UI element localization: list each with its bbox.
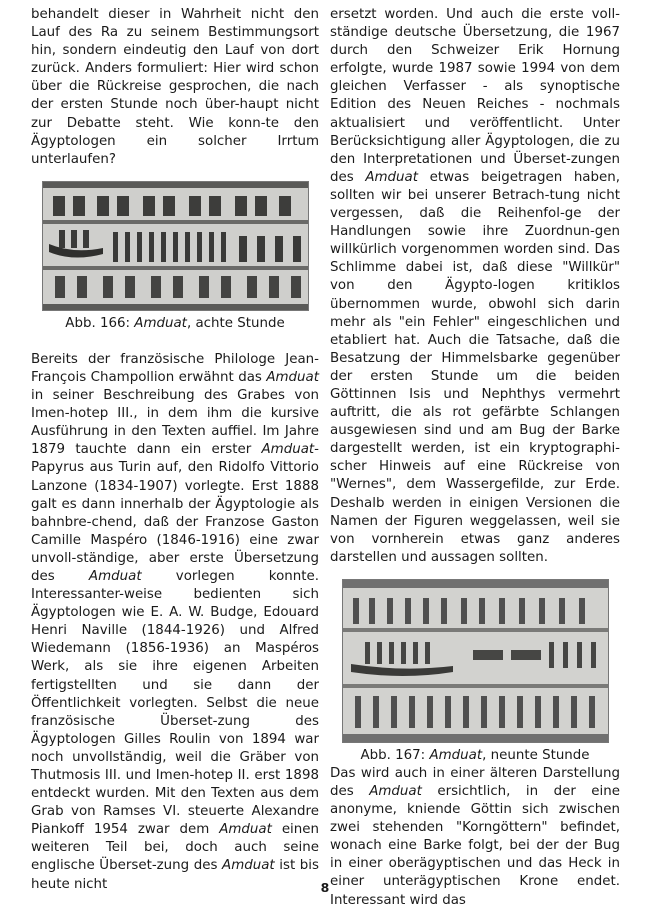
italic-run: Amduat: [88, 568, 142, 584]
italic-run: Amduat: [365, 169, 418, 185]
italic-run: Amduat: [219, 822, 272, 838]
caption-italic: Amduat: [429, 747, 483, 763]
intro-paragraph: behandelt dieser in Wahrheit nicht den Lauf des Ra zu seinem Bestimmungsort hin, sondern eindeutig den Lauf von dort zurück. Anders formuliert: Hier wird schon über die Rückreise gesprochen, die nach der ersten Stunde noch über-haupt nicht zur Debatte steht. Wie konn-te den Ägyptologen ein solcher Irrtum unterlaufen?: [31, 7, 319, 167]
amduat-eighth-hour-image: [42, 181, 309, 311]
page-number: 8: [320, 880, 330, 895]
right-column: [330, 6, 620, 910]
figure-167-caption: [330, 747, 620, 765]
text-run: Das wird auch in einer älteren Darstellung des: [330, 765, 620, 799]
italic-run: Amduat: [266, 369, 319, 385]
figure-166: [31, 181, 319, 333]
translation-paragraph: [330, 6, 620, 567]
text-run: ersetzt worden. Und auch die erste voll-ständige deutsche Übersetzung, die 1967 durch den Schweizer Erik Hornung erfolgte, wurde 1987 sowie 1994 von dem gleichen Verfasser - als synoptische Edition des Neuen Reiches - nochmals aktualisiert und veröffentlicht. Unter Berücksichtigung aller Ägyptologen, die zu den Interpretationen und Überset-zungen des: [330, 7, 620, 185]
caption-suffix: , neunte Stunde: [482, 747, 590, 763]
text-run: Bereits der französische Philologe Jean-François Champollion erwähnt das: [31, 351, 319, 385]
text-run: ist bis heute nicht: [31, 858, 319, 892]
text-run: einen weiteren Teil bei, doch auch seine englische Überset-zung des: [31, 822, 319, 874]
caption-prefix: Abb. 167:: [360, 747, 430, 763]
caption-prefix: Abb. 166:: [65, 315, 135, 331]
caption-italic: Amduat: [134, 315, 187, 331]
history-paragraph: [31, 351, 319, 894]
text-run: in seiner Beschreibung des Grabes von Imen-hotep III., in dem ihm die kursive Ausführung in den Texten auffiel. Im Jahre 1879 tauchte dann ein erster: [31, 388, 319, 458]
text-run: ersichtlich, in der eine anonyme, kniende Göttin sich zwischen zwei stehenden "Korngöttern" befindet, wonach eine Barke folgt, bei der der Bug in einer oberägyptischen und das Heck in einer unterägyptischen Krone endet. Interessant wird das: [330, 784, 620, 908]
figure-166-caption: [31, 315, 319, 333]
amduat-ninth-hour-image: [342, 579, 609, 743]
figure-167: [330, 579, 620, 765]
text-run: etwas beigetragen haben, sollten wir bei unserer Betrach-tung nicht vergessen, daß die Reihenfol-ge der Handlungen sowie ihre Zuordnun-gen willkürlich vorgenommen worden sind. Das Schlimme dabei ist, daß diese "Willkür" von den Ägypto-logen kritiklos übernommen wurde, obwohl sich darin mehr als "ein Fehler" eingeschlichen und etabliert hat. Auch die Tatsache, daß die Besatzung der Himmelsbarke gegenüber der ersten Stunde um die beiden Göttinnen Isis und Nephthys vermehrt auftritt, die als rot gefärbte Schlangen ausgewiesen sind und am Bug der Barke dargestellt werden, ist ein kryptographi-scher Hinweis auf eine Rückreise von "Wernes", dem Wassergefilde, zur Erde. Deshalb werden in einigen Versionen die Namen der Figuren weggelassen, weil sie von vornherein etwas ganz anderes darstellen und aussagen sollten.: [330, 169, 620, 565]
caption-suffix: , achte Stunde: [186, 315, 285, 331]
text-run: -Papyrus aus Turin auf, den Ridolfo Vittorio Lanzone (1834-1907) vorlegte. Erst 1888 galt es dann innerhalb der Ägyptologie als bahnbre-chend, daß der Franzose Gaston Camille Maspéro (1846-1916) eine zwar unvoll-ständige, aber erste Übersetzung des: [31, 442, 319, 584]
italic-run: Amduat: [222, 858, 275, 874]
text-run: vorlegen konnte. Interessanter-weise bedienten sich Ägyptologen wie E. A. W. Budge, Edouard Henri Naville (1844-1926) und Alfred Wiedemann (1856-1936) an Maspéros Werk, als sie ihre eigenen Arbeiten fertigstellten und sie dann der Öffentlichkeit vorlegten. Selbst die neue französische Überset-zung des Ägyptologen Gilles Roulin von 1894 war noch unvollständig, weil die Gräber von Thutmosis III. und Imen-hotep II. erst 1898 entdeckt wurden. Mit den Texten aus dem Grab von Ramses VI. steuerte Alexandre Piankoff 1954 zwar dem: [31, 568, 319, 838]
italic-run: Amduat: [261, 442, 315, 458]
left-column: [31, 6, 319, 894]
italic-run: Amduat: [369, 784, 422, 799]
